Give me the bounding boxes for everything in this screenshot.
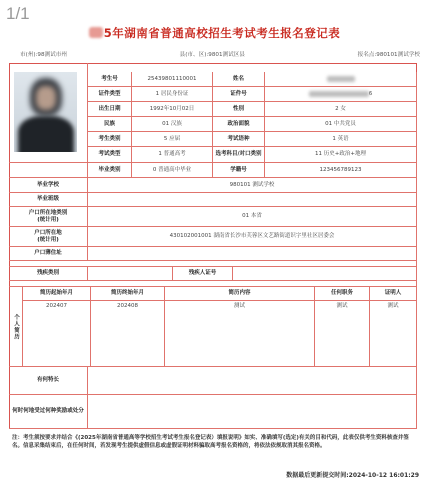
value-subjects: 11 历史+政治+地理 [265,147,417,163]
resume-blank-witness [370,312,417,367]
label-hukou-region: 户口所在地类别 (统计用) [9,207,88,227]
label-grad-region: 毕业班级 [9,193,88,207]
value-student-no: 123456789123 [265,163,417,178]
form-note: 注：考生须按要求并结合《(2025年湖南省普通高等学校招生考试考生报名登记表）填报说明》如实、准确填写(选定)有关的目和代码，此表仅供考生资料核查并签名。信息采集结束后，在任何时间，若发现考生提供虚假信息或虚假证明材料骗取高考报名资格的，将依法依规取消其报名资格。 [12,435,409,450]
label-politics: 政治面貌 [213,117,265,132]
label-category: 考生类别 [88,132,132,147]
value-hukou-detail [88,247,417,261]
resume-side-label: 个人简历 [9,287,23,367]
label-gender: 性别 [213,102,265,117]
page-indicator: 1/1 [6,4,30,23]
label-awards: 何时何地受过何种奖励或处分 [9,395,88,429]
label-id-no: 证件号 [213,87,265,102]
resume-blank-end [91,312,165,367]
resume-row-witness: 测试 [370,301,417,312]
registration-meta [20,50,420,58]
value-ethnic: 01 汉族 [132,117,213,132]
photo-cell [9,63,88,163]
resume-row-content: 测试 [165,301,315,312]
value-politics: 01 中共党员 [265,117,417,132]
label-language: 考试语种 [213,132,265,147]
label-subjects: 选考科目/对口类别 [213,147,265,163]
label-disability-type: 残疾类别 [9,267,88,281]
value-exam-no: 25439801110001 [132,72,213,87]
meta-county: 县(市、区):9801测试区县 [179,52,245,58]
resume-blank-role [315,312,370,367]
resume-header-start: 简历起始年月 [23,287,91,301]
redacted-year [89,27,103,38]
resume-header-content: 简历内容 [165,287,315,301]
value-birth: 1992年10月02日 [132,102,213,117]
value-disability-type [88,267,173,281]
label-exam-type: 考试类型 [88,147,132,163]
resume-blank-content [165,312,315,367]
resume-row-start: 202407 [23,301,91,312]
label-hukou-addr: 户口所在地 (统计用) [9,227,88,247]
value-grad-type: 0 普通高中毕业 [132,163,213,178]
blank-cell-left [9,163,88,178]
value-id-type: 1 居民身份证 [132,87,213,102]
value-language: 1 英语 [265,132,417,147]
value-awards [88,395,417,429]
label-name: 姓名 [213,72,265,87]
value-school: 980101 测试学校 [88,178,417,193]
resume-row-end: 202408 [91,301,165,312]
label-specialty: 有何特长 [9,367,88,395]
value-gender: 2 女 [265,102,417,117]
resume-header-end: 简历终始年月 [91,287,165,301]
label-school: 毕业学校 [9,178,88,193]
meta-point: 报名点:980101测试学校 [357,52,420,58]
value-disability-cert [233,267,417,281]
resume-header-witness: 证明人 [370,287,417,301]
label-birth: 出生日期 [88,102,132,117]
resume-row-role: 测试 [315,301,370,312]
label-ethnic: 民族 [88,117,132,132]
value-hukou-addr: 430102001001 湖南省长沙市芙蓉区文艺路街道识字里社区居委会 [88,227,417,247]
form-title-text: 5年湖南省普通高校招生考试考生报名登记表 [103,26,341,40]
resume-header-role: 任何职务 [315,287,370,301]
value-exam-type: 1 普通高考 [132,147,213,163]
resume-blank-start [23,312,91,367]
value-category: 5 应届 [132,132,213,147]
last-updated: 数据最后更新提交时间:2024-10-12 16:01:29 [286,472,419,479]
value-name [265,72,417,87]
label-exam-no: 考生号 [88,72,132,87]
value-hukou-region: 01 本省 [88,207,417,227]
meta-city: 市(州):98测试市州 [20,52,67,58]
value-id-no: 6 [265,87,417,102]
value-grad-region [88,193,417,207]
label-hukou-detail: 户口薄住址 [9,247,88,261]
form-title [0,25,429,41]
label-grad-type: 毕业类别 [88,163,132,178]
label-student-no: 学籍号 [213,163,265,178]
label-id-type: 证件类型 [88,87,132,102]
label-disability-cert: 残疾人证号 [173,267,233,281]
value-specialty [88,367,417,395]
redacted-name [327,76,355,82]
redacted-id-no [309,91,369,97]
